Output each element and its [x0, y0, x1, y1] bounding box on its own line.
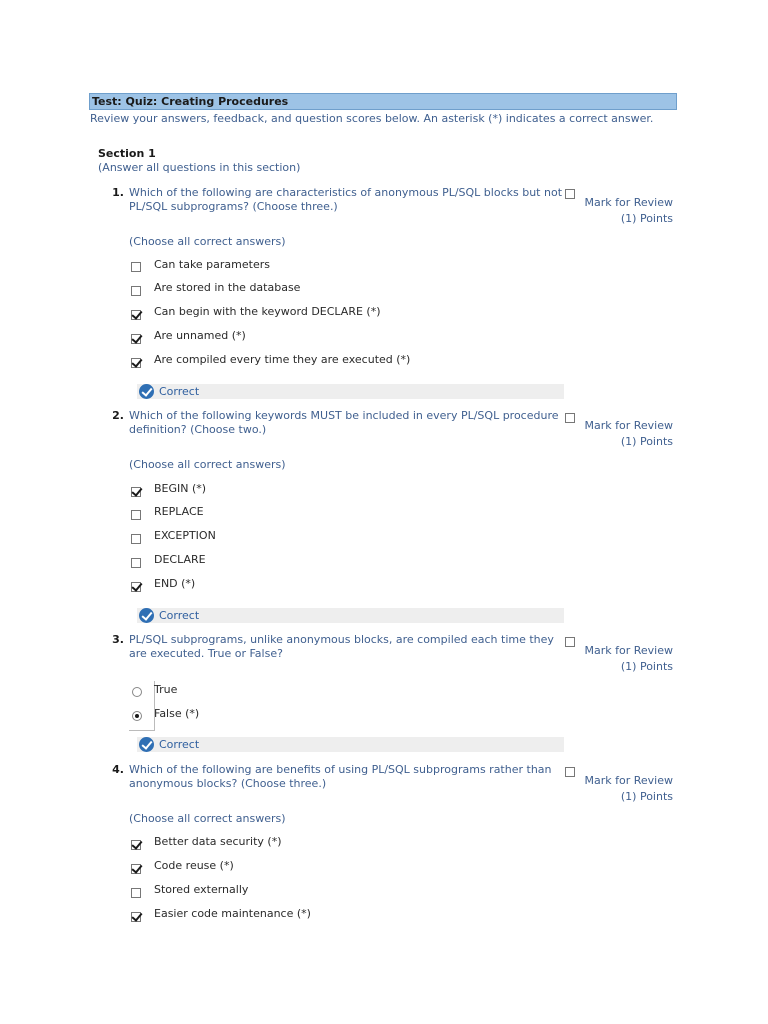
option-label: Are stored in the database — [154, 281, 301, 294]
quiz-title-bar — [89, 93, 677, 110]
option-checkbox[interactable] — [131, 534, 141, 544]
points-label: (1) Points — [620, 790, 673, 803]
section-subtitle: (Answer all questions in this section) — [98, 161, 301, 174]
mark-for-review — [585, 418, 674, 450]
feedback-bar — [137, 608, 564, 623]
question-number: 2. — [112, 409, 124, 422]
mark-for-review-label: Mark for Review — [584, 774, 673, 787]
option-label: END (*) — [154, 577, 196, 590]
feedback-label: Correct — [159, 738, 200, 751]
option-label: Easier code maintenance (*) — [154, 907, 311, 920]
option-label: Code reuse (*) — [154, 859, 234, 872]
option-radio[interactable] — [132, 687, 142, 697]
option-label: Are compiled every time they are executed (*) — [154, 353, 411, 366]
mark-for-review-checkbox[interactable] — [565, 637, 575, 647]
mark-for-review-checkbox[interactable] — [565, 413, 575, 423]
mark-for-review-label: Mark for Review — [584, 419, 673, 432]
option-checkbox[interactable] — [131, 310, 141, 320]
question-number: 1. — [112, 186, 124, 199]
option-checkbox[interactable] — [131, 912, 141, 922]
option-checkbox[interactable] — [131, 888, 141, 898]
option-checkbox[interactable] — [131, 358, 141, 368]
check-circle-icon — [139, 608, 154, 623]
option-label: EXCEPTION — [154, 529, 216, 542]
feedback-label: Correct — [159, 385, 200, 398]
question-text: PL/SQL subprograms, unlike anonymous blocks, are compiled each time they are executed. True or False? — [129, 633, 554, 660]
option-checkbox[interactable] — [131, 286, 141, 296]
mark-for-review-checkbox[interactable] — [565, 189, 575, 199]
option-checkbox[interactable] — [131, 864, 141, 874]
quiz-title: Test: Quiz: Creating Procedures — [92, 95, 289, 108]
points-label: (1) Points — [620, 435, 673, 448]
question-number: 4. — [112, 763, 124, 776]
choose-all-hint: (Choose all correct answers) — [129, 458, 286, 471]
feedback-bar — [137, 384, 564, 399]
mark-for-review-label: Mark for Review — [584, 196, 673, 209]
section-title: Section 1 — [98, 147, 156, 160]
option-checkbox[interactable] — [131, 558, 141, 568]
option-label: REPLACE — [154, 505, 204, 518]
mark-for-review-label: Mark for Review — [584, 644, 673, 657]
check-circle-icon — [139, 384, 154, 399]
option-checkbox[interactable] — [131, 334, 141, 344]
option-label: Can take parameters — [154, 258, 270, 271]
points-label: (1) Points — [620, 660, 673, 673]
option-radio[interactable] — [132, 711, 142, 721]
option-label: True — [154, 683, 178, 696]
option-label: Better data security (*) — [154, 835, 282, 848]
question-number: 3. — [112, 633, 124, 646]
check-circle-icon — [139, 737, 154, 752]
feedback-label: Correct — [159, 609, 200, 622]
choose-all-hint: (Choose all correct answers) — [129, 235, 286, 248]
mark-for-review — [585, 773, 674, 805]
mark-for-review-checkbox[interactable] — [565, 767, 575, 777]
mark-for-review — [585, 643, 674, 675]
option-label: DECLARE — [154, 553, 206, 566]
option-checkbox[interactable] — [131, 487, 141, 497]
feedback-bar — [137, 737, 564, 752]
option-label: Stored externally — [154, 883, 249, 896]
question-text: Which of the following keywords MUST be included in every PL/SQL procedure definition? (Choose two.) — [129, 409, 559, 436]
option-label: Can begin with the keyword DECLARE (*) — [154, 305, 381, 318]
question-text: Which of the following are characteristics of anonymous PL/SQL blocks but not PL/SQL subprograms? (Choose three.) — [129, 186, 563, 213]
option-checkbox[interactable] — [131, 510, 141, 520]
option-label: False (*) — [154, 707, 200, 720]
question-text: Which of the following are benefits of using PL/SQL subprograms rather than anonymous blocks? (Choose three.) — [129, 763, 552, 790]
quiz-intro: Review your answers, feedback, and question scores below. An asterisk (*) indicates a correct answer. — [90, 112, 654, 125]
option-label: Are unnamed (*) — [154, 329, 246, 342]
option-checkbox[interactable] — [131, 840, 141, 850]
mark-for-review — [585, 195, 674, 227]
option-checkbox[interactable] — [131, 262, 141, 272]
option-label: BEGIN (*) — [154, 482, 207, 495]
points-label: (1) Points — [620, 212, 673, 225]
option-checkbox[interactable] — [131, 582, 141, 592]
choose-all-hint: (Choose all correct answers) — [129, 812, 286, 825]
